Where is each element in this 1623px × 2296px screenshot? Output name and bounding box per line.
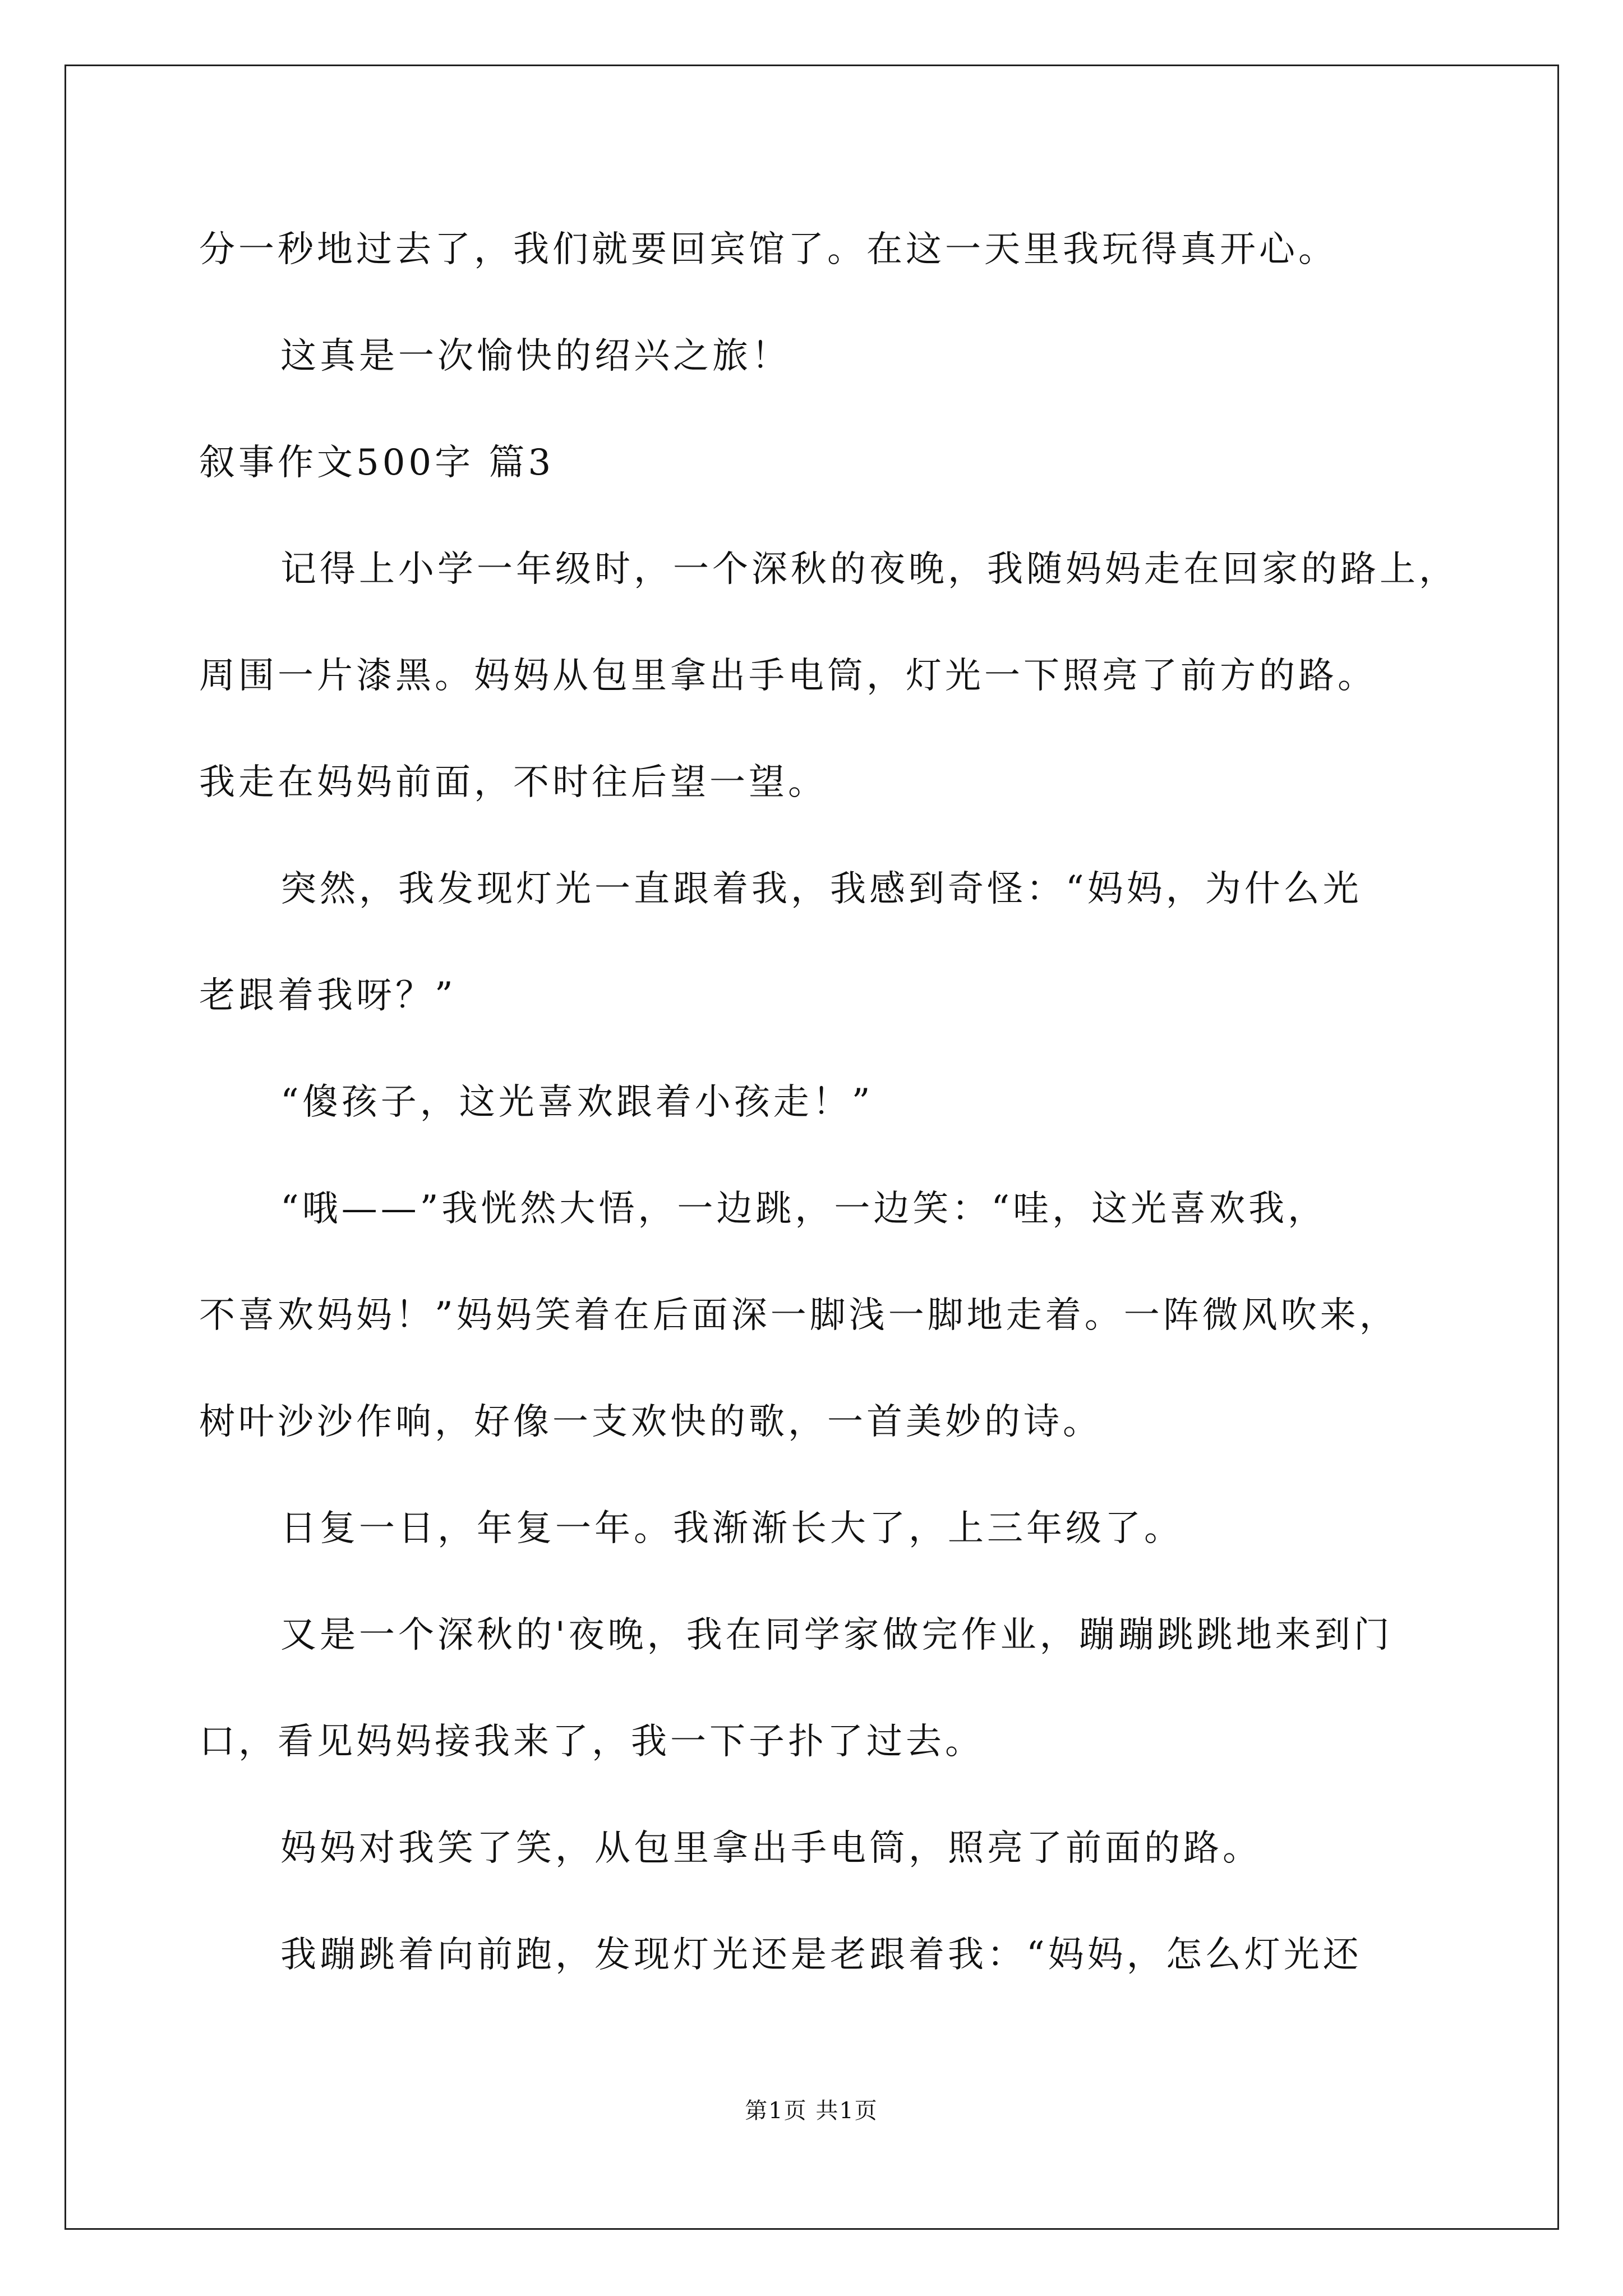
text-line: 我蹦跳着向前跑，发现灯光还是老跟着我：“妈妈，怎么灯光还 [280, 1934, 1362, 1976]
text-line: 树叶沙沙作响，好像一支欢快的歌，一首美妙的诗。 [199, 1401, 1102, 1443]
text-line: 这真是一次愉快的绍兴之旅！ [280, 335, 791, 377]
text-line: 记得上小学一年级时，一个深秋的夜晚，我随妈妈走在回家的路上， [280, 549, 1458, 590]
text-line: “哦——”我恍然大悟，一边跳，一边笑：“哇，这光喜欢我， [280, 1188, 1327, 1230]
text-line: 分一秒地过去了，我们就要回宾馆了。在这一天里我玩得真开心。 [199, 229, 1338, 270]
text-line: 不喜欢妈妈！”妈妈笑着在后面深一脚浅一脚地走着。一阵微风吹来， [199, 1295, 1399, 1336]
text-line: “傻孩子，这光喜欢跟着小孩走！” [280, 1082, 874, 1123]
text-line: 老跟着我呀？” [199, 975, 457, 1016]
text-line: 妈妈对我笑了笑，从包里拿出手电筒，照亮了前面的路。 [280, 1828, 1262, 1869]
text-line: 突然，我发现灯光一直跟着我，我感到奇怪：“妈妈，为什么光 [280, 868, 1362, 910]
text-line: 我走在妈妈前面，不时往后望一望。 [199, 762, 827, 803]
text-line: 口，看见妈妈接我来了，我一下子扑了过去。 [199, 1721, 984, 1763]
text-line: 日复一日，年复一年。我渐渐长大了，上三年级了。 [280, 1508, 1183, 1549]
section-heading: 叙事作文500字 篇3 [199, 442, 555, 484]
text-line: 周围一片漆黑。妈妈从包里拿出手电筒，灯光一下照亮了前方的路。 [199, 655, 1377, 697]
page-footer: 第1页 共1页 [745, 2098, 878, 2124]
page-border [64, 65, 1559, 2230]
text-line: 又是一个深秋的'夜晚，我在同学家做完作业，蹦蹦跳跳地来到门 [280, 1614, 1393, 1656]
